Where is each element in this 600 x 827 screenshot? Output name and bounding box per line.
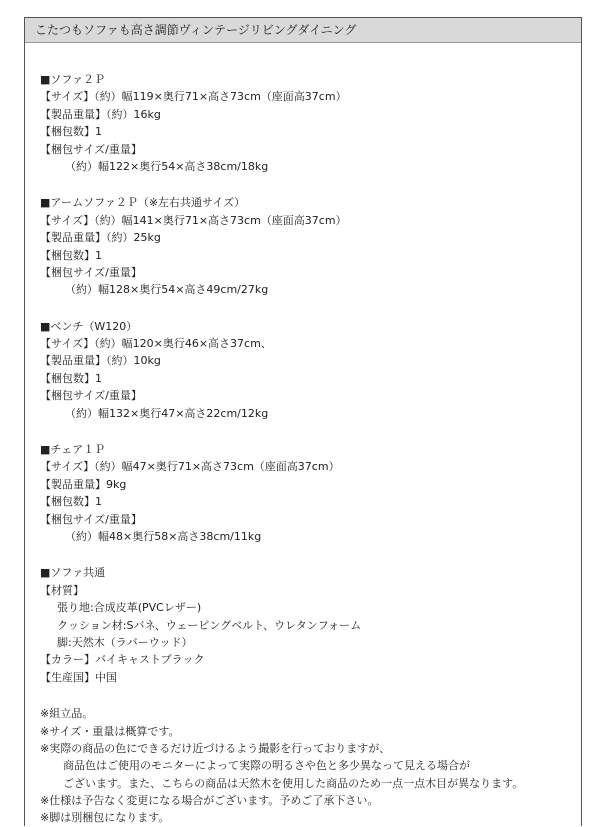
section-sofa-2p [40, 71, 581, 175]
section-bench [40, 318, 581, 422]
weight-line: 【製品重量】（約）10kg [40, 354, 161, 368]
material-upholstery: 張り地:合成皮革(PVCレザー) [57, 601, 202, 615]
package-count-line: 【梱包数】1 [40, 248, 102, 262]
package-count-line: 【梱包数】1 [40, 495, 102, 509]
origin-line: 【生産国】中国 [40, 670, 117, 684]
material-cushion: クッション材:Sバネ、ウェービングベルト、ウレタンフォーム [57, 618, 362, 632]
size-line: 【サイズ】（約）幅141×奥行71×高さ73cm（座面高37cm） [40, 213, 347, 227]
weight-line: 【製品重量】（約）25kg [40, 231, 161, 245]
package-count-line: 【梱包数】1 [40, 371, 102, 385]
note-color-cont: 商品色はご使用のモニターによって実際の明るさや色と多少異なって見える場合が [63, 759, 470, 773]
material-label: 【材質】 [40, 583, 84, 597]
package-size-label: 【梱包サイズ/重量】 [40, 265, 142, 279]
package-size-value: （約）幅48×奥行58×高さ38cm/11kg [65, 529, 262, 543]
section-heading: ■ベンチ（W120） [40, 319, 138, 333]
material-legs: 脚:天然木（ラバーウッド） [57, 635, 193, 649]
note-color: ※実際の商品の色にできるだけ近づけるよう撮影を行っておりますが、 [40, 741, 391, 755]
note-approximate: ※サイズ・重量は概算です。 [40, 724, 180, 738]
package-size-value: （約）幅128×奥行54×高さ49cm/27kg [65, 283, 269, 297]
color-line: 【カラー】バイキャストブラック [40, 653, 205, 667]
package-size-label: 【梱包サイズ/重量】 [40, 142, 142, 156]
section-heading: ■チェア１Ｐ [40, 443, 106, 457]
size-line: 【サイズ】（約）幅119×奥行71×高さ73cm（座面高37cm） [40, 90, 347, 104]
package-size-label: 【梱包サイズ/重量】 [40, 389, 142, 403]
note-assembly: ※組立品。 [40, 707, 94, 721]
section-heading: ■ソファ共通 [40, 566, 106, 580]
spec-sheet [24, 17, 582, 826]
package-size-value: （約）幅122×奥行54×高さ38cm/18kg [65, 159, 269, 173]
section-sofa-common [40, 564, 581, 686]
package-size-label: 【梱包サイズ/重量】 [40, 512, 142, 526]
weight-line: 【製品重量】9kg [40, 477, 127, 491]
note-legs: ※脚は別梱包になります。 [40, 811, 170, 825]
notes [40, 705, 581, 827]
section-arm-sofa-2p [40, 194, 581, 298]
size-line: 【サイズ】（約）幅120×奥行46×高さ37cm、 [40, 337, 272, 351]
spec-body [25, 43, 581, 827]
section-chair-1p [40, 441, 581, 545]
size-line: 【サイズ】（約）幅47×奥行71×高さ73cm（座面高37cm） [40, 460, 340, 474]
package-count-line: 【梱包数】1 [40, 125, 102, 139]
note-spec-change: ※仕様は予告なく変更になる場合がございます。予めご了承下さい。 [40, 794, 379, 808]
section-heading: ■アームソファ２Ｐ（※左右共通サイズ） [40, 196, 246, 210]
section-heading: ■ソファ２Ｐ [40, 73, 106, 86]
page-title: こたつもソファも高さ調節ヴィンテージリビングダイニング [25, 18, 581, 43]
package-size-value: （約）幅132×奥行47×高さ22cm/12kg [65, 406, 269, 420]
weight-line: 【製品重量】（約）16kg [40, 107, 161, 121]
note-color-cont-2: ございます。また、こちらの商品は天然木を使用した商品のため一点一点木目が異なります。 [63, 776, 524, 790]
